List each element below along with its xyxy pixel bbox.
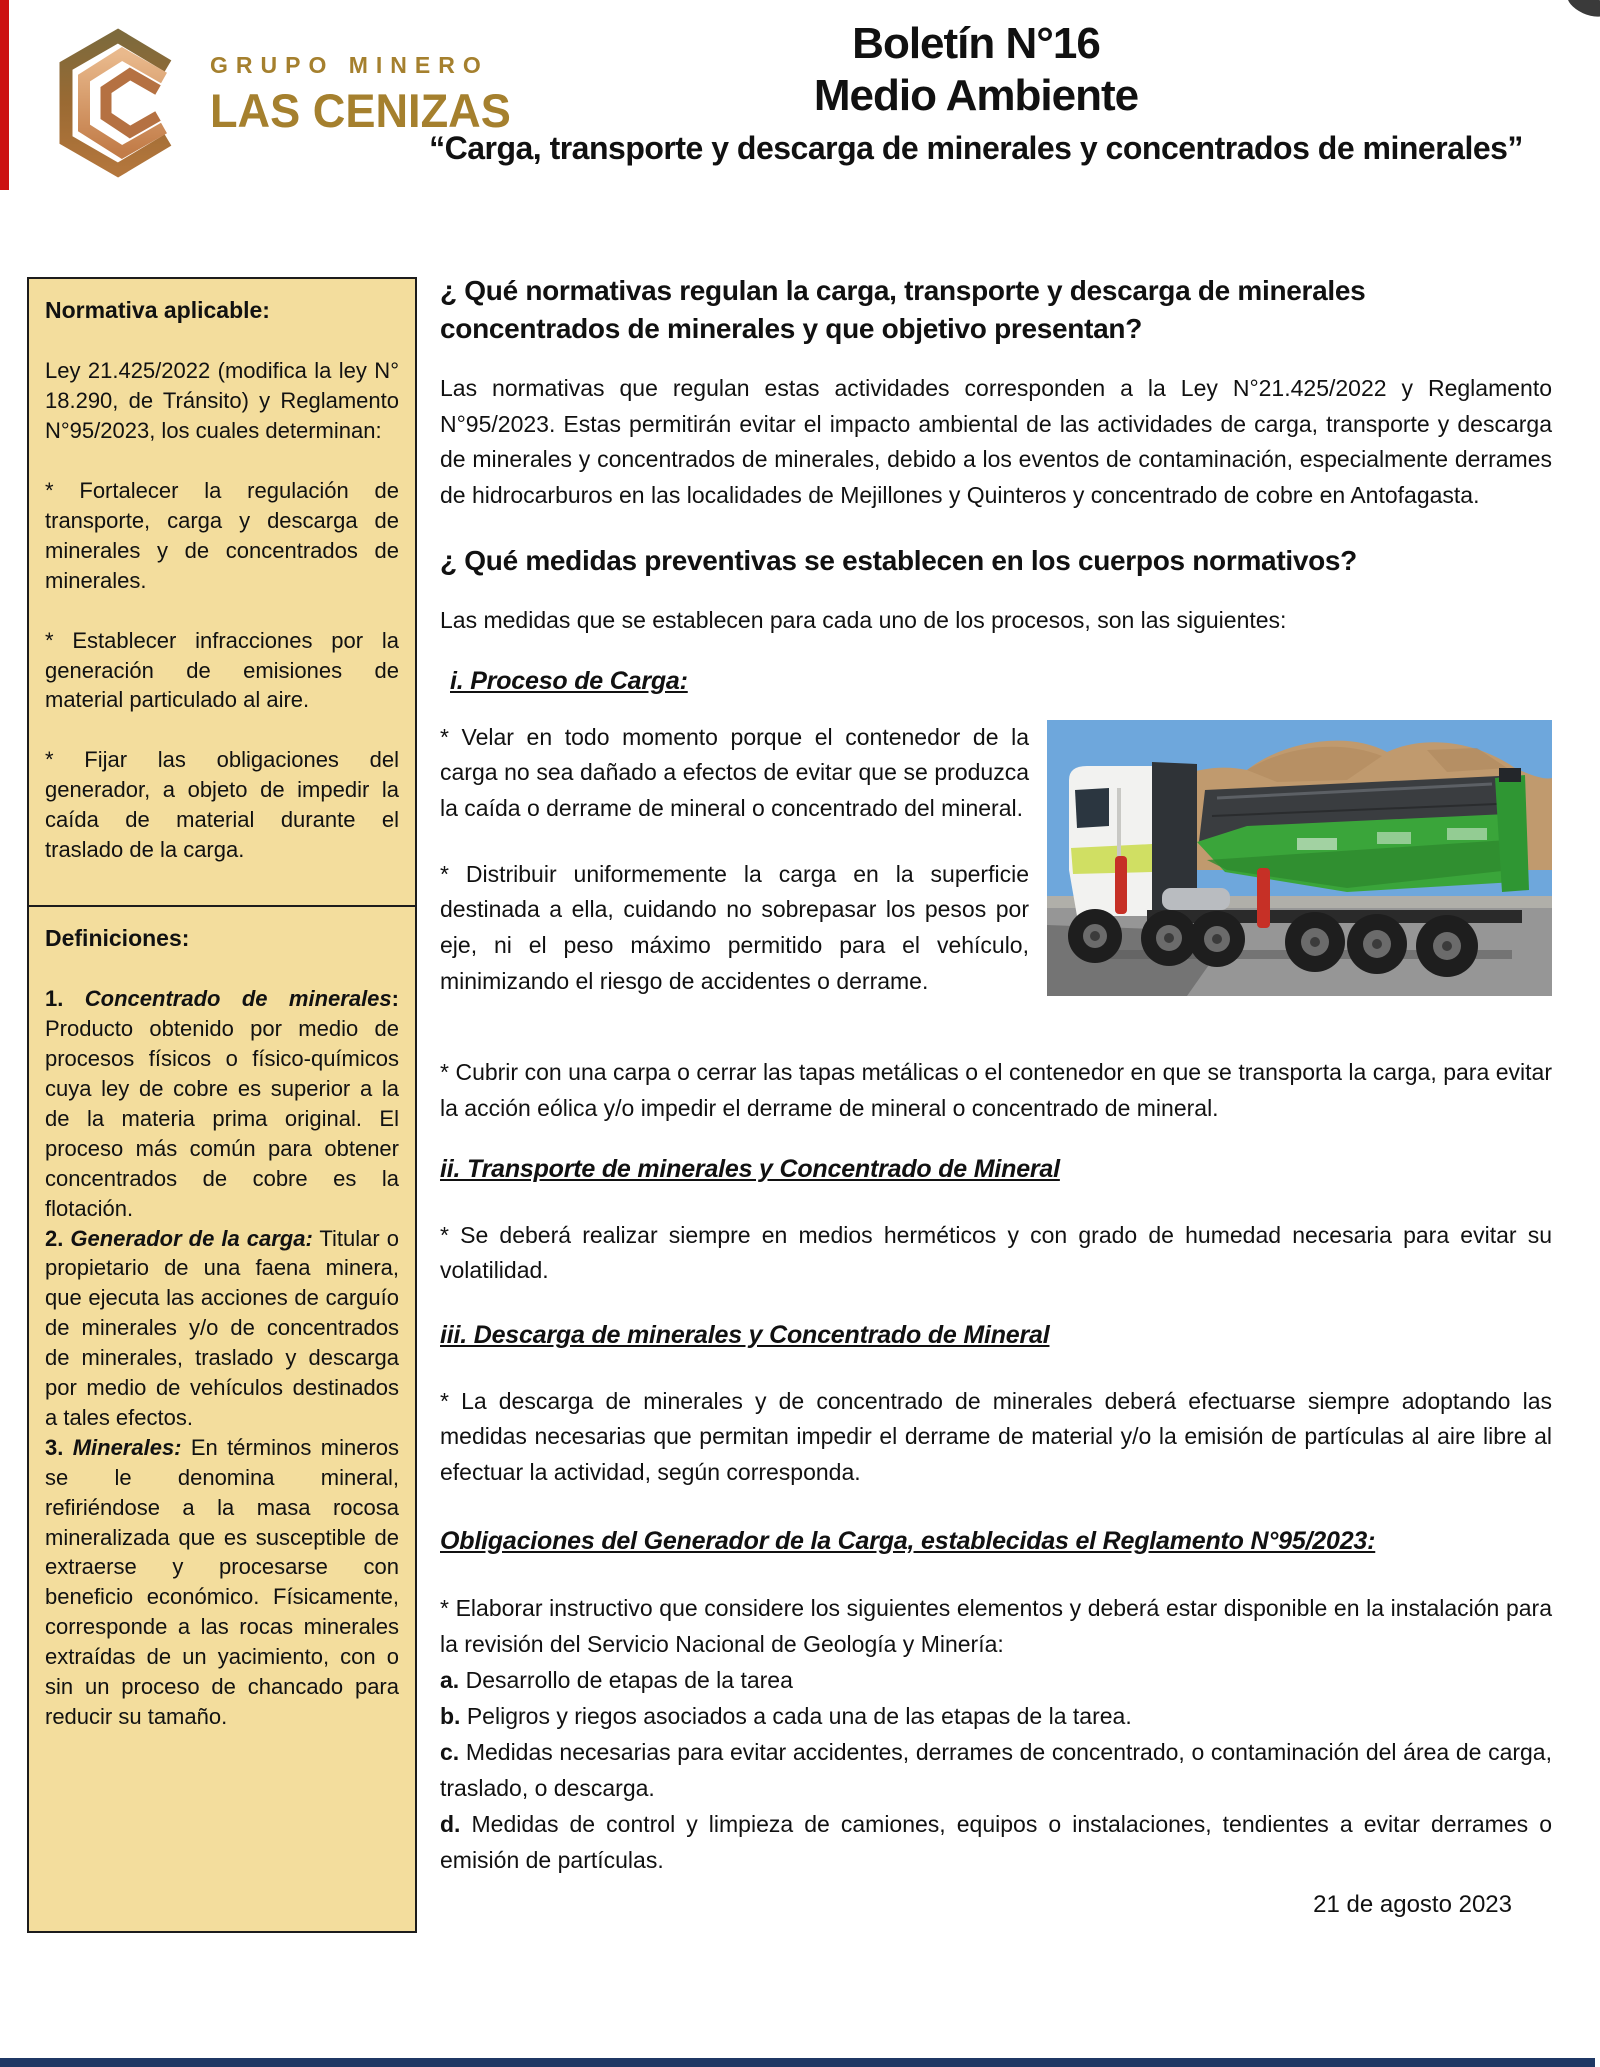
question-1-heading: ¿ Qué normativas regulan la carga, transporte y descarga de minerales concentrados de minerales y que objetivo presentan?	[440, 275, 1366, 344]
definition-item	[45, 1433, 399, 1732]
bulletin-subtitle: “Carga, transporte y descarga de minerales y concentrados de minerales”	[429, 129, 1523, 166]
main-content	[440, 272, 1552, 1919]
definition-body: Producto obtenido por medio de procesos físicos o físico-químicos cuya ley de cobre es superior a la de la materia prima original. El proceso más común para obtener concentrados de cobre es la flotación.	[45, 1016, 399, 1221]
definition-term: Minerales:	[72, 1434, 182, 1460]
obligaciones-item	[440, 1698, 1552, 1734]
definition-body: Titular o propietario de una faena minera, que ejecuta las acciones de carguío de minerales y/o de concentrados de minerales, traslado y descarga por medio de vehículos destinados a tales efectos.	[45, 1225, 399, 1430]
definition-term: Generador de la carga:	[70, 1225, 313, 1251]
item-letter: c.	[440, 1739, 460, 1766]
definition-term: Concentrado de minerales	[84, 986, 392, 1012]
carga-bullet-2: * Distribuir uniformemente la carga en la superficie destinada a ella, cuidando no sobrepasar los pesos por eje, ni el peso máximo permitido para el vehículo, minimizando el riesgo de accidentes o derrame.	[440, 860, 1029, 994]
descarga-bullet-1: * La descarga de minerales y de concentrado de minerales deberá efectuarse siempre adoptando las medidas necesarias que permitan impedir el derrame de material y/o la emisión de partículas al aire libre al efectuar la actividad, según corresponda.	[440, 1387, 1552, 1486]
definition-item	[45, 1224, 399, 1433]
section-carga-heading: i. Proceso de Carga:	[450, 666, 688, 695]
definiciones-box	[27, 905, 417, 1933]
obligaciones-item	[440, 1806, 1552, 1878]
bulletin-title-block	[420, 18, 1532, 169]
carga-bullet-1: * Velar en todo momento porque el contenedor de la carga no sea dañado a efectos de evitar que se produzca la caída o derrame de mineral o concentrado del mineral.	[440, 723, 1029, 822]
obligaciones-heading: Obligaciones del Generador de la Carga, establecidas el Reglamento N°95/2023:	[440, 1526, 1376, 1555]
definition-body: En términos mineros se le denomina mineral, refiriéndose a la masa rocosa mineralizada que es susceptible de extraerse y procesarse con beneficio económico. Físicamente, corresponde a las rocas minerales extraídas de un yacimiento, con o sin un proceso de chancado para reducir su tamaño.	[45, 1434, 399, 1730]
logo-las-cenizas: LAS CENIZAS	[210, 84, 511, 137]
scan-smudge	[1564, 0, 1600, 22]
bulletin-number-title: Boletín N°16	[852, 19, 1100, 68]
obligaciones-item	[440, 1734, 1552, 1806]
bulletin-topic-title: Medio Ambiente	[813, 70, 1139, 120]
section-descarga-heading: iii. Descarga de minerales y Concentrado de Mineral	[440, 1320, 1050, 1349]
item-text: Medidas necesarias para evitar accidentes, derrames de concentrado, o contaminación del área de carga, traslado, o descarga.	[440, 1739, 1552, 1802]
obligaciones-intro: * Elaborar instructivo que considere los siguientes elementos y deberá estar disponible en la instalación para la revisión del Servicio Nacional de Geología y Minería:	[440, 1594, 1552, 1657]
sidebar	[27, 277, 417, 1933]
logo-grupo-minero: GRUPO MINERO	[210, 52, 489, 78]
definition-number: 2.	[45, 1225, 64, 1251]
normativa-intro: Ley 21.425/2022 (modifica la ley N° 18.290, de Tránsito) y Reglamento N°95/2023, los cuales determinan:	[45, 358, 399, 444]
definiciones-title: Definiciones:	[45, 925, 190, 951]
item-text: Medidas de control y limpieza de camiones, equipos o instalaciones, tendientes a evitar derrames o emisión de partículas.	[440, 1811, 1552, 1874]
normativa-title: Normativa aplicable:	[45, 297, 270, 323]
definition-item	[45, 984, 399, 1223]
item-letter: b.	[440, 1703, 461, 1730]
carga-bullet-3: * Cubrir con una carpa o cerrar las tapas metálicas o el contenedor en que se transporta la carga, para evitar la acción eólica y/o impedir el derrame de mineral o concentrado de mineral.	[440, 1059, 1552, 1121]
left-edge-red-mark	[0, 0, 9, 190]
definition-number: 3.	[45, 1434, 64, 1460]
item-letter: d.	[440, 1811, 461, 1838]
obligaciones-list	[440, 1590, 1552, 1879]
item-text: Peligros y riegos asociados a cada una de las etapas de la tarea.	[460, 1703, 1132, 1730]
publication-date: 21 de agosto 2023	[1313, 1890, 1512, 1918]
truck-photo-illustration	[1047, 720, 1552, 996]
normativa-box	[27, 277, 417, 907]
carga-bullets	[440, 720, 1029, 1029]
truck-photo	[1047, 720, 1552, 996]
normativa-bullet: * Fortalecer la regulación de transporte, carga y descarga de minerales y de concentrados de minerales.	[45, 477, 399, 593]
normativa-bullet: * Fijar las obligaciones del generador, a objeto de impedir la caída de material durante el traslado de la carga.	[45, 747, 399, 863]
question-1-paragraph: Las normativas que regulan estas actividades corresponden a la Ley N°21.425/2022 y Reglamento N°95/2023. Estas permitirán evitar el impacto ambiental de las actividades de carga, transporte y descarga de minerales y concentrados de minerales, debido a los eventos de contaminación, especialmente derrames de hidrocarburos en las localidades de Mejillones y Quinteros y concentrado de cobre en Antofagasta.	[440, 375, 1552, 508]
carga-two-column-area	[440, 720, 1552, 1029]
definition-separator: :	[391, 986, 399, 1012]
question-2-paragraph: Las medidas que se establecen para cada uno de los procesos, son las siguientes:	[440, 607, 1287, 634]
normativa-bullet: * Establecer infracciones por la generación de emisiones de material particulado al aire.	[45, 627, 399, 713]
section-transporte-heading: ii. Transporte de minerales y Concentrado de Mineral	[440, 1154, 1060, 1183]
obligaciones-item	[440, 1662, 1552, 1698]
item-letter: a.	[440, 1666, 460, 1693]
definition-number: 1.	[45, 986, 64, 1012]
footer-navy-bar	[0, 2058, 1595, 2067]
las-cenizas-emblem-icon	[52, 22, 194, 184]
transporte-bullet-1: * Se deberá realizar siempre en medios herméticos y con grado de humedad necesaria para evitar su volatilidad.	[440, 1221, 1552, 1284]
item-text: Desarrollo de etapas de la tarea	[459, 1666, 793, 1693]
question-2-heading: ¿ Qué medidas preventivas se establecen en los cuerpos normativos?	[440, 544, 1357, 576]
